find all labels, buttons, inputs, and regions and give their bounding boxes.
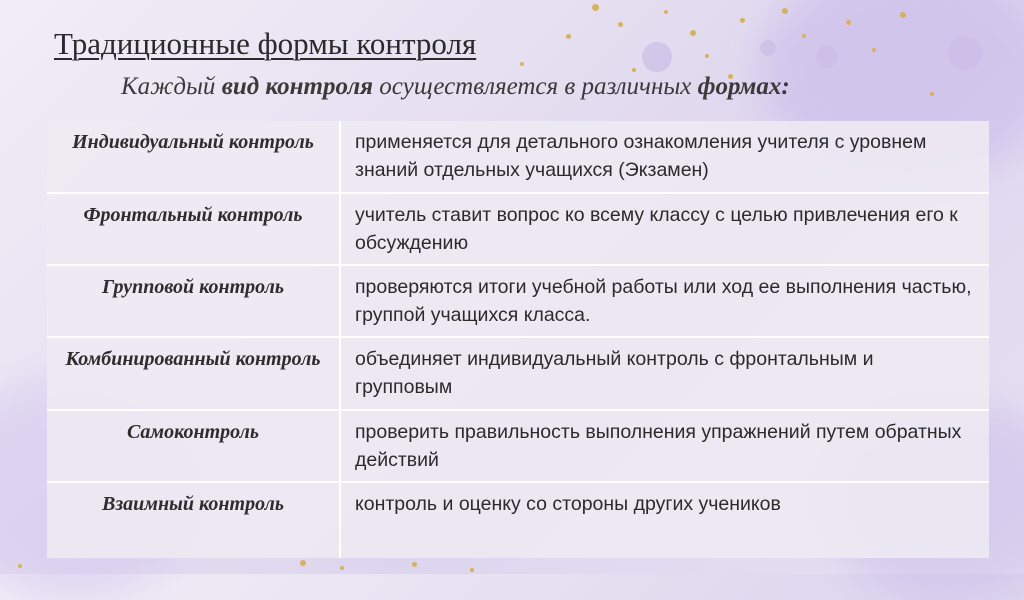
decor-circle	[760, 40, 776, 56]
gold-speck	[782, 8, 788, 14]
decor-circle	[642, 42, 672, 72]
control-forms-table	[47, 121, 989, 558]
page-subtitle	[121, 73, 790, 101]
decor-circle	[816, 46, 838, 68]
control-description-cell: объединяет индивидуальный контроль с фронтальным и групповым	[340, 337, 989, 410]
control-type-cell: Комбинированный контроль	[47, 337, 340, 410]
gold-speck	[340, 566, 344, 570]
gold-speck	[592, 4, 599, 11]
control-description-cell: учитель ставит вопрос ко всему классу с целью привлечения его к обсуждению	[340, 193, 989, 265]
control-description-cell: проверить правильность выполнения упражнений путем обратных действий	[340, 410, 989, 482]
decor-circle	[948, 36, 982, 70]
subtitle-text: Каждый	[121, 73, 222, 100]
gold-speck	[930, 92, 934, 96]
table-row	[47, 265, 989, 337]
subtitle-emphasis: вид контроля	[221, 73, 374, 100]
gold-speck	[618, 22, 623, 27]
table-row	[47, 193, 989, 265]
control-type-cell: Групповой контроль	[47, 265, 340, 337]
gold-speck	[872, 48, 876, 52]
gold-speck	[705, 54, 709, 58]
control-description-cell: контроль и оценку со стороны других учеников	[355, 493, 781, 515]
gold-speck	[690, 30, 696, 36]
control-type-cell: Взаимный контроль	[47, 482, 340, 558]
gold-speck	[470, 568, 474, 572]
control-type-cell: Фронтальный контроль	[47, 193, 340, 265]
control-type-cell: Индивидуальный контроль	[47, 121, 340, 193]
gold-speck	[802, 34, 806, 38]
subtitle-emphasis: формах:	[697, 73, 790, 100]
control-type-cell: Самоконтроль	[47, 410, 340, 482]
gold-speck	[664, 10, 668, 14]
gold-speck	[900, 12, 906, 18]
page-title: Традиционные формы контроля	[54, 26, 477, 61]
subtitle-text: осуществляется в различных	[373, 73, 698, 100]
control-description-cell: проверяются итоги учебной работы или ход ее выполнения частью, группой учащихся класса.	[340, 265, 989, 337]
table-row	[47, 482, 989, 558]
control-description-cell: применяется для детального ознакомления учителя с уровнем знаний отдельных учащихся (Экзамен)	[340, 121, 989, 193]
gold-speck	[566, 34, 571, 39]
table-row	[47, 410, 989, 482]
gold-speck	[740, 18, 745, 23]
gold-speck	[846, 20, 851, 25]
gold-speck	[300, 560, 306, 566]
gold-speck	[412, 562, 417, 567]
gold-speck	[520, 62, 524, 66]
gold-speck	[18, 564, 22, 568]
gold-speck	[632, 68, 636, 72]
table-row	[47, 121, 989, 193]
table-row	[47, 337, 989, 410]
